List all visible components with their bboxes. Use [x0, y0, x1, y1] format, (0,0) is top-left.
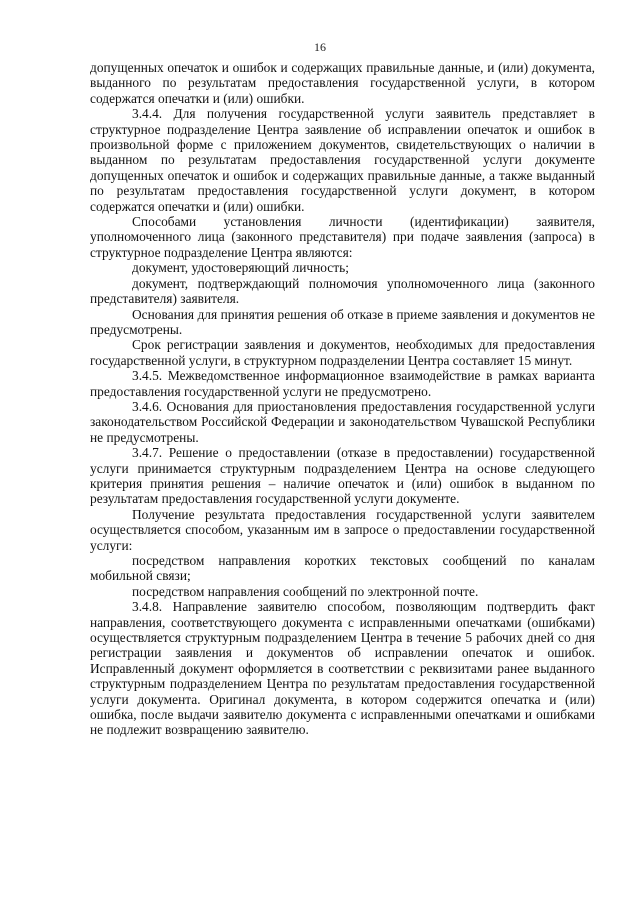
paragraph: 3.4.6. Основания для приостановления предоставления государственной услуги законодательством Российской Федерации и законодательством Чувашской Республики не предусмотрены.	[90, 398, 595, 445]
paragraph: 3.4.7. Решение о предоставлении (отказе в предоставлении) государственной услуги принимается структурным подразделением Центра на основе следующего критерия принятия решения – наличие опечаток и (или) ошибок в выданном по результатам предоставления государственной услуги документе.	[90, 445, 595, 507]
list-item: посредством направления сообщений по электронной почте.	[132, 583, 479, 599]
paragraph: 3.4.4. Для получения государственной услуги заявитель представляет в структурное подразделение Центра заявление об исправлении опечаток и ошибок в произвольной форме с приложением документов, свидетельствующих о наличии в выданном по результатам предоставления государственной услуги документе допущенных опечаток и ошибок и содержащих правильные данные, а также выданный по результатам предоставления государственной услуги документ, в котором содержатся опечатки и (или) ошибки.	[90, 106, 595, 214]
paragraph: 3.4.5. Межведомственное информационное взаимодействие в рамках варианта предоставления государственной услуги не предусмотрено.	[90, 368, 595, 399]
document-body	[90, 60, 595, 738]
paragraph: Основания для принятия решения об отказе в приеме заявления и документов не предусмотрены.	[90, 306, 595, 337]
paragraph: допущенных опечаток и ошибок и содержащих правильные данные, и (или) документа, выданного по результатам предоставления государственной услуги, в котором содержатся опечатки и (или) ошибки.	[90, 60, 595, 106]
list-item: документ, подтверждающий полномочия уполномоченного лица (законного представителя) заявителя.	[90, 275, 595, 307]
paragraph: Получение результата предоставления государственной услуги заявителем осуществляется способом, указанным им в запросе о предоставлении государственной услуги:	[90, 506, 595, 553]
list-item: посредством направления коротких текстовых сообщений по каналам мобильной связи;	[90, 553, 595, 584]
paragraph: Способами установления личности (идентификации) заявителя, уполномоченного лица (законного представителя) при подаче заявления (запроса) в структурное подразделение Центра являются:	[90, 214, 595, 260]
page-number: 16	[314, 40, 326, 54]
paragraph: Срок регистрации заявления и документов, необходимых для предоставления государственной услуги, в структурном подразделении Центра составляет 15 минут.	[90, 337, 595, 368]
list-item: документ, удостоверяющий личность;	[132, 260, 349, 276]
paragraph: 3.4.8. Направление заявителю способом, позволяющим подтвердить факт направления, соответствующего документа с исправленными опечатками (ошибками) осуществляется структурным подразделением Центра в течение 5 рабочих дней со дня регистрации заявления и документов об исправлении опечаток и ошибок. Исправленный документ оформляется в соответствии с реквизитами ранее выданного структурным подразделением Центра по результатам предоставления государственной услуги документа. Оригинал документа, в котором содержится опечатка и (или) ошибка, после выдачи заявителю документа с исправленными опечатками и ошибками не подлежит возвращению заявителю.	[90, 599, 595, 738]
